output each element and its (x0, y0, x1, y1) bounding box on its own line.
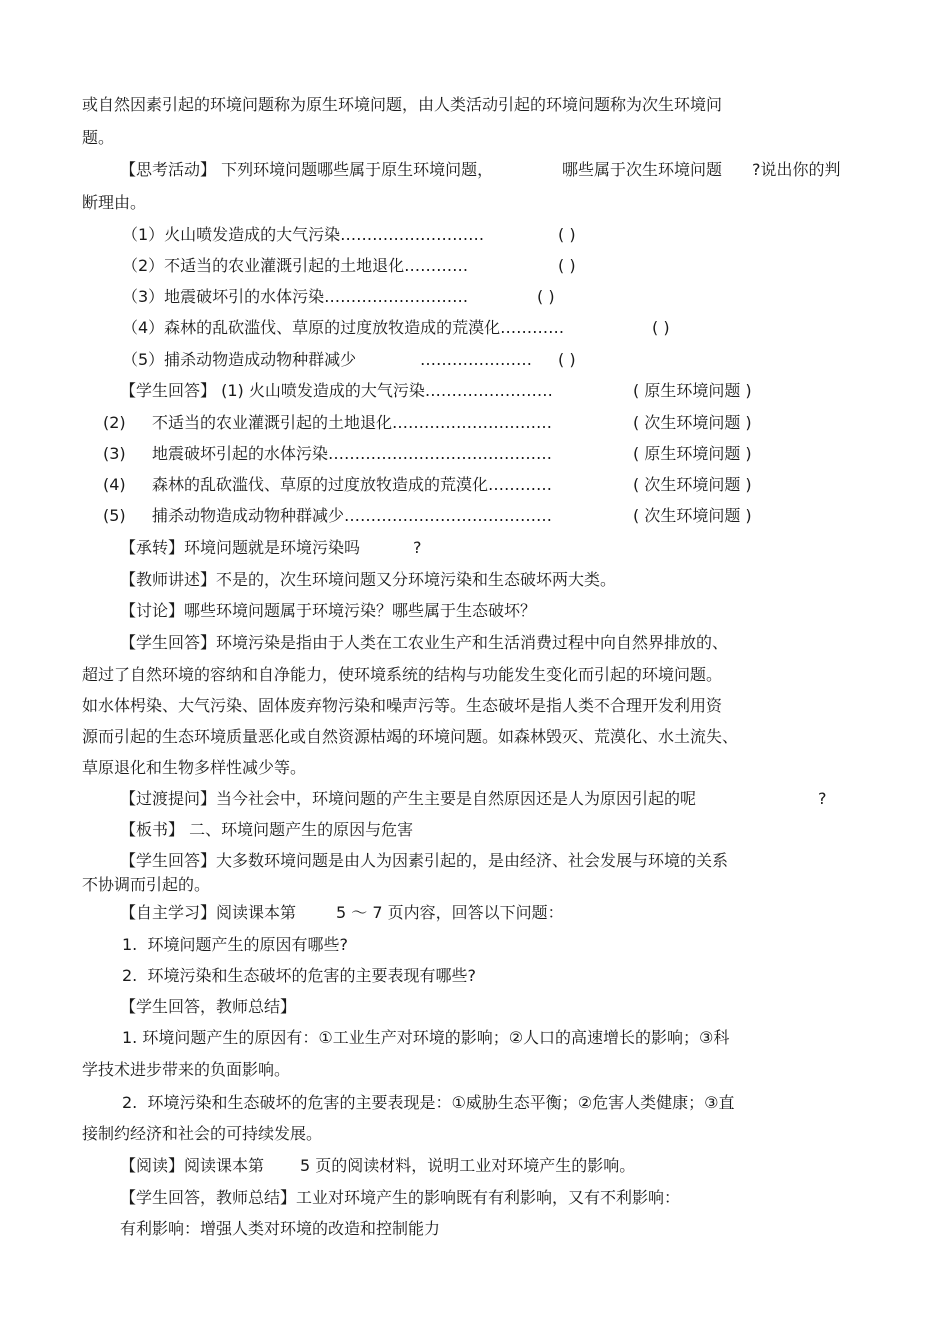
text-line: 源而引起的生态环境质量恶化或自然资源枯竭的环境问题。如森林毁灭、荒漠化、水土流失、 (82, 727, 739, 746)
text-line: 哪些属于次生环境问题 (562, 160, 723, 179)
text-line: 5 ～ 7 页内容，回答以下问题： (336, 903, 564, 922)
text-line: 不协调而引起的。 (82, 875, 211, 894)
student-answer-item: 森林的乱砍滥伐、草原的过度放牧造成的荒漠化………… (152, 475, 553, 494)
answer-result: ( 次生环境问题 ) (633, 506, 752, 525)
student-answer-item: 不适当的农业灌溉引起的土地退化………………………… (152, 413, 553, 432)
text-line: 或自然因素引起的环境问题称为原生环境问题，由人类活动引起的环境问题称为次生环境问 (82, 95, 723, 114)
text-line: 【教师讲述】不是的，次生环境问题又分环境污染和生态破坏两大类。 (120, 570, 617, 589)
text-line: 【学生回答】环境污染是指由于人类在工农业生产和生活消费过程中向自然界排放的、 (120, 633, 729, 652)
answer-result: ( 原生环境问题 ) (633, 381, 752, 400)
text-line: 如水体枵染、大气污染、固体废弃物污染和噪声污等。生态破坏是指人类不合理开发利用资 (82, 696, 723, 715)
question-item: 1. 环境问题产生的原因有哪些? (122, 935, 348, 954)
text-line: 5 页的阅读材料，说明工业对环境产生的影响。 (300, 1156, 636, 1175)
text-line: 超过了自然环境的容纳和自净能力，使环境系统的结构与功能发生变化而引起的环境问题。 (82, 665, 723, 684)
text-line: 草原退化和生物多样性减少等。 (82, 758, 307, 777)
text-line: ? (413, 538, 422, 557)
question-item: （4）森林的乱砍滥伐、草原的过度放牧造成的荒漠化………… (122, 318, 565, 337)
question-item: （1）火山喷发造成的大气污染……………………… (122, 225, 485, 244)
question-dots: ………………… (420, 350, 532, 369)
text-line: ? (818, 789, 827, 808)
answer-result: ( 次生环境问题 ) (633, 413, 752, 432)
text-line: ?说出你的判 (752, 160, 841, 179)
answer-result: ( 次生环境问题 ) (633, 475, 752, 494)
think-activity-heading: 【思考活动】 下列环境问题哪些属于原生环境问题， (120, 160, 494, 179)
answer-result: ( 原生环境问题 ) (633, 444, 752, 463)
text-line: 【讨论】哪些环境问题属于环境污染？哪些属于生态破坏？ (120, 601, 537, 620)
text-line: 【学生回答，教师总结】工业对环境产生的影响既有有利影响，又有不利影响： (120, 1188, 681, 1207)
answer-blank: ( ) (558, 225, 576, 244)
question-item: （5）捕杀动物造成动物种群减少 (122, 350, 357, 369)
text-line: 【过渡提问】当今社会中，环境问题的产生主要是自然原因还是人为原因引起的呢 (120, 789, 697, 808)
question-item: （3）地震破坏引的水体污染……………………… (122, 287, 469, 306)
answer-blank: ( ) (652, 318, 670, 337)
text-line: 接制约经济和社会的可持续发展。 (82, 1124, 323, 1143)
student-answer-item: 【学生回答】 (1) 火山喷发造成的大气污染…………………… (120, 381, 553, 400)
text-line: 1. 环境问题产生的原因有：①工业生产对环境的影响；②人口的高速增长的影响；③科 (122, 1028, 730, 1047)
answer-blank: ( ) (558, 256, 576, 275)
text-line: 题。 (82, 128, 115, 147)
text-line: 【自主学习】阅读课本第 (120, 903, 297, 922)
text-line: 【学生回答，教师总结】 (120, 997, 297, 1016)
student-answer-item: 地震破坏引起的水体污染…………………………………… (152, 444, 553, 463)
answer-number: (5) (103, 506, 126, 525)
text-line: 2. 环境污染和生态破坏的危害的主要表现是：①威胁生态平衡；②危害人类健康；③直 (122, 1093, 735, 1112)
answer-number: (3) (103, 444, 126, 463)
text-line: 【学生回答】大多数环境问题是由人为因素引起的，是由经济、社会发展与环境的关系 (120, 851, 729, 870)
text-line: 断理由。 (82, 193, 147, 212)
text-line: 【承转】环境问题就是环境污染吗 (120, 538, 361, 557)
answer-number: (4) (103, 475, 126, 494)
text-line: 有利影响：增强人类对环境的改造和控制能力 (120, 1219, 441, 1238)
text-line: 【阅读】阅读课本第 (120, 1156, 265, 1175)
question-item: （2）不适当的农业灌溉引起的土地退化………… (122, 256, 469, 275)
board-heading: 【板书】 二、环境问题产生的原因与危害 (120, 820, 414, 839)
text-line: 学技术进步带来的负面影响。 (82, 1060, 291, 1079)
answer-number: (2) (103, 413, 126, 432)
answer-blank: ( ) (558, 350, 576, 369)
student-answer-item: 捕杀动物造成动物种群减少………………………………… (152, 506, 553, 525)
question-item: 2. 环境污染和生态破坏的危害的主要表现有哪些? (122, 966, 476, 985)
answer-blank: ( ) (537, 287, 555, 306)
